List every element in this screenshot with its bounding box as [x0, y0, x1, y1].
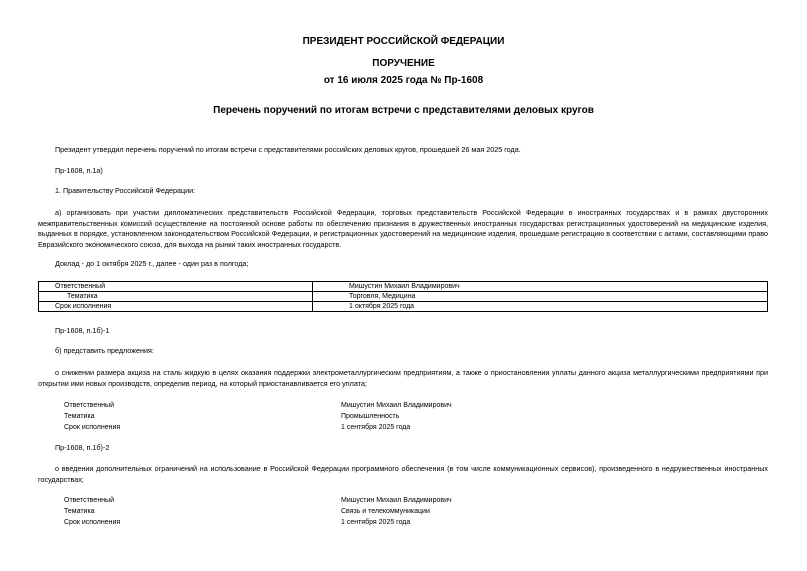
field-label: Ответственный — [64, 497, 114, 504]
reference-1b2: Пр-1608, п.1б)-2 — [55, 443, 110, 452]
list-item — [0, 400, 807, 411]
field-label: Срок исполнения — [64, 424, 121, 431]
field-label: Тематика — [64, 508, 95, 515]
field-label: Срок исполнения — [64, 519, 121, 526]
table-cell-value: Торговля, Медицина — [313, 292, 768, 302]
list-item — [0, 495, 807, 506]
report-deadline: Доклад - до 1 октября 2025 г., далее - один раз в полгода; — [55, 259, 249, 268]
responsibility-block-b2 — [0, 495, 807, 528]
item-b1-paragraph: о снижении размера акциза на сталь жидкую в целях оказания поддержки электрометаллургическим предприятиям, а также о приостановлении уплаты данного акциза металлургическими предприятиями при открытии ими новых производств, определив период, на который приостанавливается его уплата; — [38, 368, 768, 388]
table-cell-label: Ответственный — [39, 282, 313, 292]
field-value: Мишустин Михаил Владимирович — [341, 402, 452, 409]
responsibility-table-a — [38, 281, 768, 312]
reference-1b1: Пр-1608, п.1б)-1 — [55, 326, 110, 335]
document-date-number: от 16 июля 2025 года № Пр-1608 — [323, 75, 484, 86]
issuing-authority: ПРЕЗИДЕНТ РОССИЙСКОЙ ФЕДЕРАЦИИ — [302, 36, 505, 47]
field-value: 1 сентября 2025 года — [341, 519, 411, 526]
intro-paragraph: Президент утвердил перечень поручений по итогам встречи с представителями российских деловых кругов, прошедшей 26 мая 2025 года. — [55, 145, 521, 154]
list-item — [0, 517, 807, 528]
field-value: 1 сентября 2025 года — [341, 424, 411, 431]
document-title: Перечень поручений по итогам встречи с представителями деловых кругов — [213, 105, 594, 116]
table-cell-label: Тематика — [39, 292, 313, 302]
table-row — [39, 292, 768, 302]
list-item — [0, 422, 807, 433]
table-row — [39, 302, 768, 312]
field-label: Тематика — [64, 413, 95, 420]
field-label: Ответственный — [64, 402, 114, 409]
list-item — [0, 411, 807, 422]
list-item — [0, 506, 807, 517]
responsibility-block-b1 — [0, 400, 807, 433]
table-cell-value: 1 октября 2025 года — [313, 302, 768, 312]
field-value: Связь и телекоммуникации — [341, 508, 430, 515]
item-b2-paragraph: о введении дополнительных ограничений на использование в Российской Федерации программного обеспечения (в том числе коммуникационных сервисов), произведенного в недружественных иностранных государствах; — [38, 464, 768, 484]
document-type: ПОРУЧЕНИЕ — [372, 58, 435, 69]
reference-1a: Пр-1608, п.1а) — [55, 166, 103, 175]
table-cell-value: Мишустин Михаил Владимирович — [313, 282, 768, 292]
item-1-heading: 1. Правительству Российской Федерации: — [55, 186, 196, 195]
item-a-paragraph: а) организовать при участии дипломатических представительств Российской Федерации, торговых представительств Российской Федерации в иностранных государствах и в рамках двусторонних межправительственных комиссий осуществление на постоянной основе работы по обеспечению признания в дружественных иностранных государствах регистрационных удостоверений на медицинские изделия, выданных в порядке, установленном законодательством Российской Федерации, и регистрационных удостоверений на медицинские изделия, прошедшие регистрацию в соответствии с актами, составляющими право Евразийского экономического союза, для выхода на рынки таких иностранных государств. — [38, 208, 768, 249]
table-row — [39, 282, 768, 292]
field-value: Мишустин Михаил Владимирович — [341, 497, 452, 504]
item-b-heading: б) представить предложения: — [55, 346, 154, 355]
table-cell-label: Срок исполнения — [39, 302, 313, 312]
field-value: Промышленность — [341, 413, 400, 420]
